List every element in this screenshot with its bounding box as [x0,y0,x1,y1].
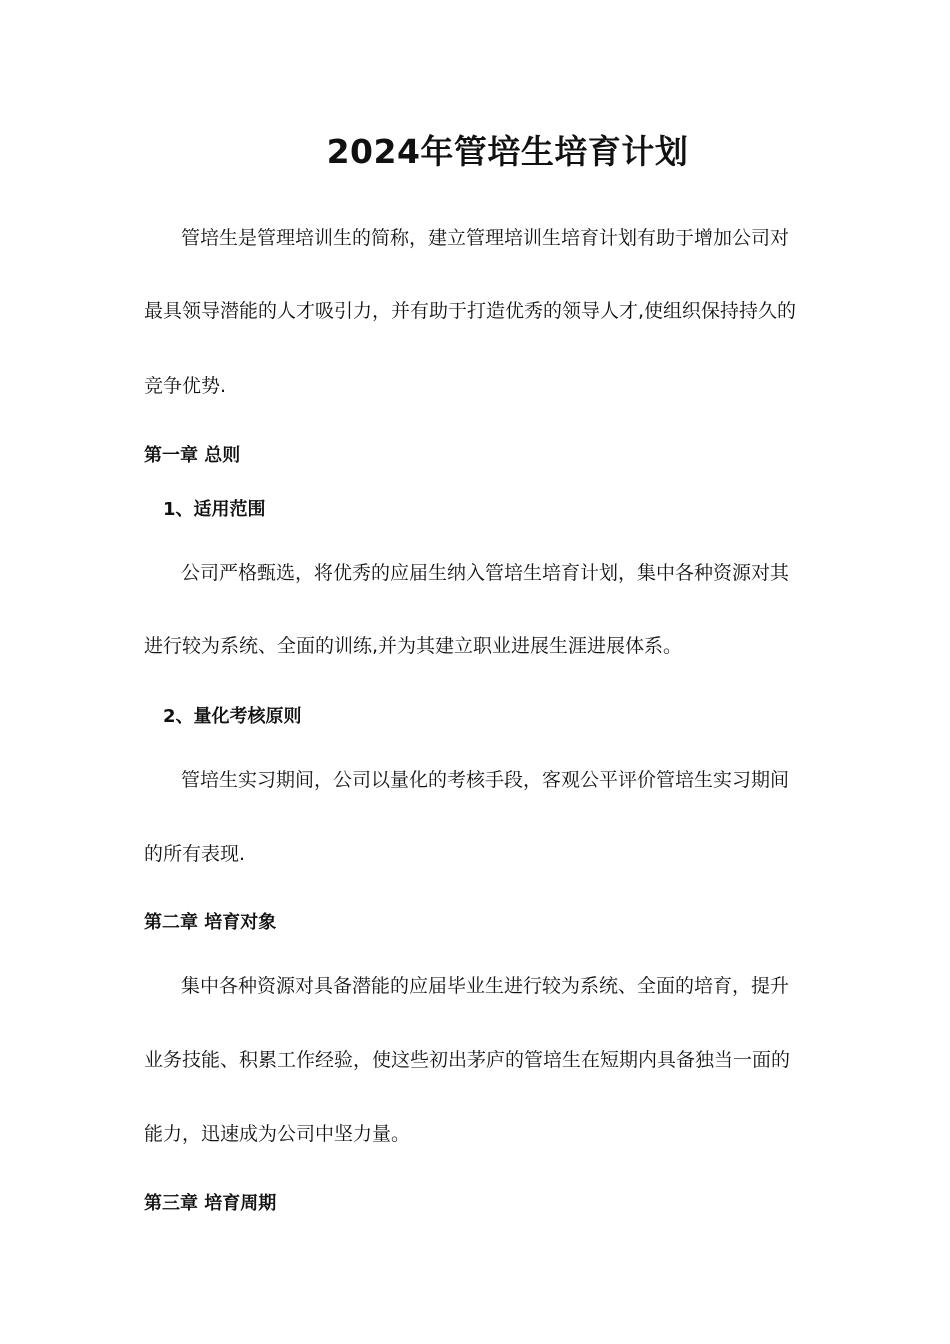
section-2-line-1: 管培生实习期间，公司以量化的考核手段，客观公平评价管培生实习期间 [181,769,790,791]
intro-line-1: 管培生是管理培训生的简称，建立管理培训生培育计划有助于增加公司对 [181,227,790,249]
chapter-2-line-1: 集中各种资源对具备潜能的应届毕业生进行较为系统、全面的培育，提升 [181,975,790,997]
section-1-line-2: 进行较为系统、全面的训练,并为其建立职业进展生涯进展体系。 [144,635,683,657]
intro-line-2: 最具领导潜能的人才吸引力，并有助于打造优秀的领导人才,使组织保持持久的 [144,300,797,322]
section-2-heading: 2、量化考核原则 [163,706,302,727]
chapter-2-heading: 第二章 培育对象 [144,912,277,933]
document-title: 2024年管培生培育计划 [326,132,689,171]
chapter-2-line-3: 能力，迅速成为公司中坚力量。 [144,1123,411,1145]
section-1-line-1: 公司严格甄选，将优秀的应届生纳入管培生培育计划，集中各种资源对其 [181,562,790,584]
section-1-heading: 1、适用范围 [163,499,266,520]
intro-line-3: 竞争优势. [144,375,227,397]
section-2-line-2: 的所有表现. [144,843,246,865]
chapter-3-heading: 第三章 培育周期 [144,1193,277,1214]
chapter-1-heading: 第一章 总则 [144,445,241,466]
chapter-2-line-2: 业务技能、积累工作经验，使这些初出茅庐的管培生在短期内具备独当一面的 [144,1049,791,1071]
